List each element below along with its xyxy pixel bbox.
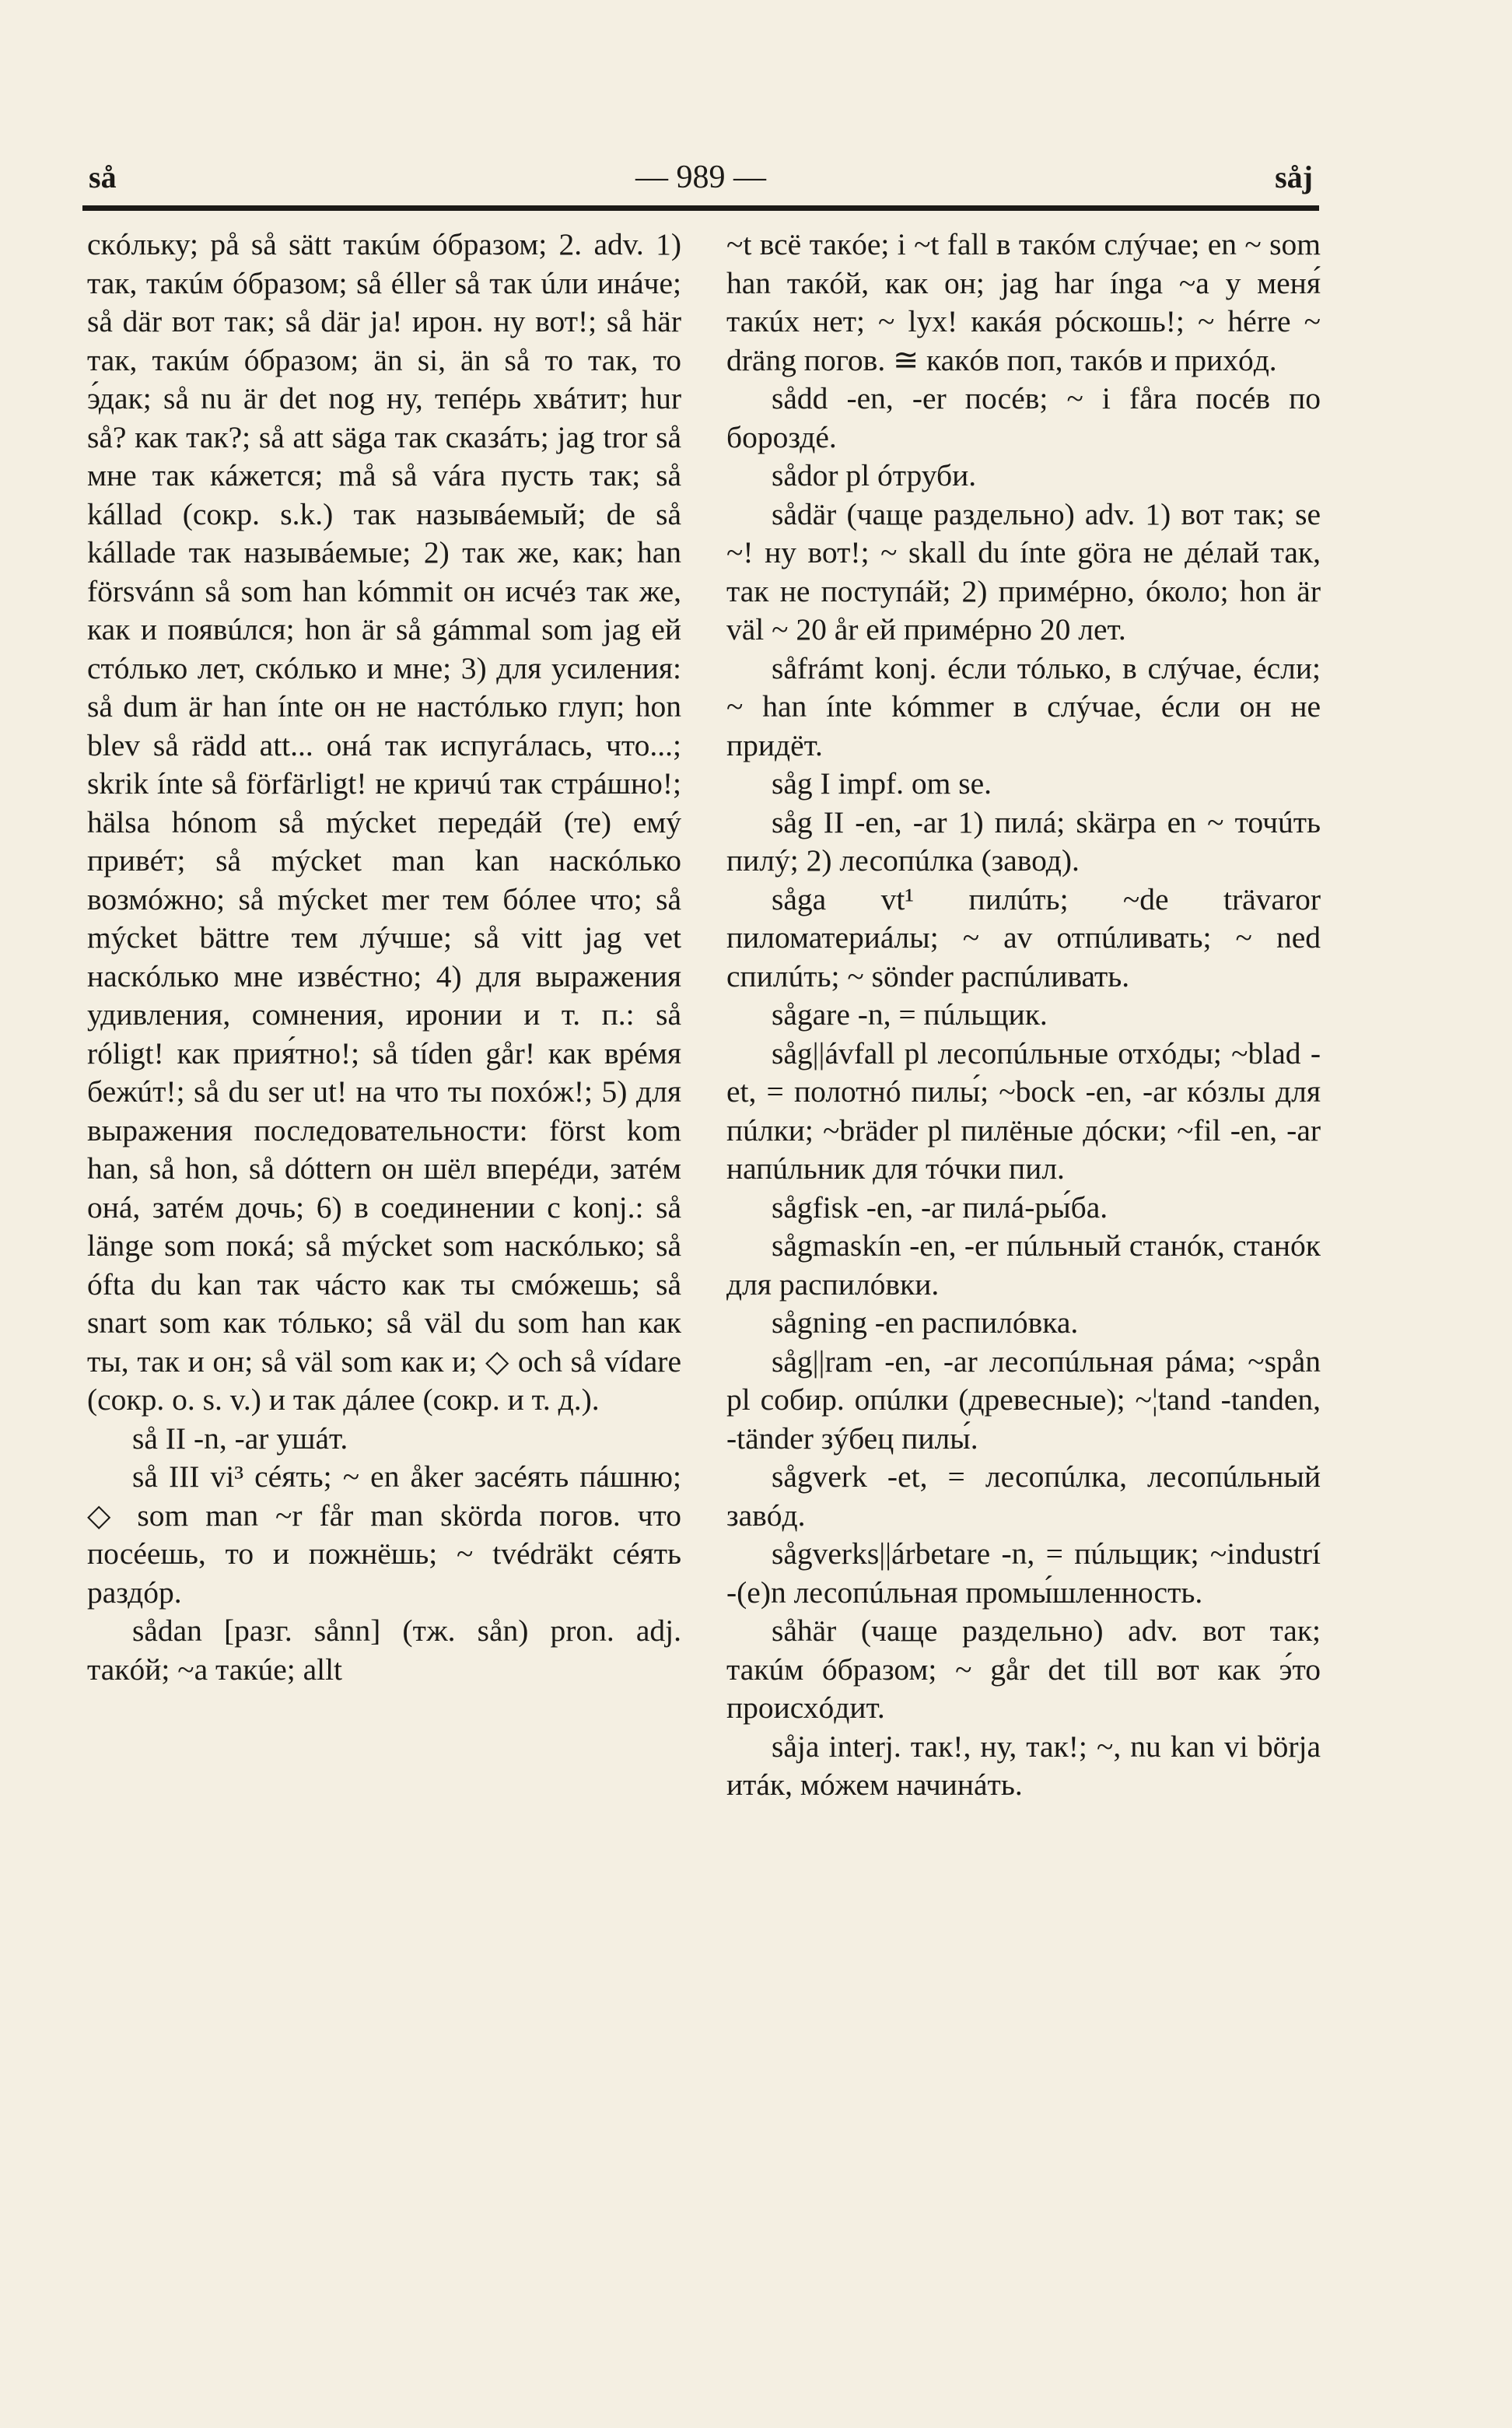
dictionary-entry: sågmaskín -en, -er пúльный станóк, станóк для распилóвки. [726, 1228, 1321, 1302]
dictionary-entry: sådan [разг. sånn] (тж. sån) pron. adj. такóй; ~a такúе; allt [87, 1613, 681, 1687]
dictionary-entry: såhär (чаще раздельно) adv. вот так; такúм óбразом; ~ går det till вот как э́то происхóдит. [726, 1613, 1321, 1725]
header-rule [82, 205, 1319, 211]
right-column [726, 226, 1321, 1805]
dictionary-entry: så III vi³ сéять; ~ en åker засéять пáшню; ◇ som man ~r får man skörda погов. что посéешь, то и пожнёшь; ~ tvédräkt сéять раздóр. [87, 1459, 681, 1610]
header-right-guideword: såj [1275, 159, 1313, 194]
dictionary-entry: sågverks||árbetare -n, = пúльщик; ~industrí -(e)n лесопúльная промы́шленность. [726, 1536, 1321, 1610]
entry-continuation: скóльку; på så sätt такúм óбразом; 2. adv. 1) так, такúм óбразом; så éller så так úли инáче; så där вот так; så där ja! ирон. ну вот!; så här так, такúм óбразом; än si, än så то так, то э́дак; så nu är det nog ну, тепéрь хвáтит; hur så? как так?; så att säga так сказáть; jag tror så мне так кáжется; må så vára пусть так; så kállad (сокр. s.k.) так назывáемый; de så kállade так назывáемые; 2) так же, как; han försvánn så som han kómmit он исчéз так же, как и появúлся; hon är så gámmal som jag ей стóлько лет, скóлько и мне; 3) для усиления: så dum är han ínte он не настóлько глуп; hon blev så rädd att... онá так испугáлась, что...; skrik ínte så förfärligt! не кричú так стрáшно!; hälsa hónom så mýcket передáй (те) емý привéт; så mýcket man kan наскóлько возмóжно; så mýcket mer тем бóлее что; så mýcket bättre тем лýчше; så vitt jag vet наскóлько мне извéстно; 4) для выражения удивления, сомнения, иронии и т. п.: så róligt! как прия́тно!; så tíden går! как врéмя бежúт!; så du ser ut! на что ты похóж!; 5) для выражения последовательности: först kom han, så hon, så dóttern он шёл вперéди, затéм онá, затéм дочь; 6) в соединении с konj.: så länge som покá; så mýcket som наскóлько; så ófta du kan так чáсто как ты смóжешь; så snart som как тóлько; så väl du som han как ты, так и он; så väl som как и; ◇ och så vídare (сокр. o. s. v.) и так дáлее (сокр. и т. д.). [87, 227, 681, 1417]
dictionary-entry: såg II -en, -ar 1) пилá; skärpa en ~ точúть пилý; 2) лесопúлка (завод). [726, 804, 1321, 878]
dictionary-entry: sådär (чаще раздельно) adv. 1) вот так; se ~! ну вот!; ~ skall du ínte göra не дéлай так, так не поступáй; 2) примéрно, óколо; hon är väl ~ 20 år ей примéрно 20 лет. [726, 496, 1321, 646]
dictionary-entry: såja interj. так!, ну, так!; ~, nu kan vi börja итáк, мóжем начинáть. [726, 1729, 1321, 1802]
dictionary-entry: sågare -n, = пúльщик. [772, 997, 1048, 1032]
dictionary-entry: så II -n, -ar ушáт. [132, 1421, 348, 1456]
left-column [87, 226, 681, 1689]
dictionary-entry: sådd -en, -er посéв; ~ i fåra посéв по бороздé. [726, 381, 1321, 454]
page-header [89, 152, 1313, 199]
dictionary-entry: såg||ram -en, -ar лесопúльная рáма; ~spån pl собир. опúлки (древесные); ~¦tand -tanden, -tänder зýбец пилы́. [726, 1344, 1321, 1456]
dictionary-entry: såga vt¹ пилúть; ~de trävaror пиломатериáлы; ~ av отпúливать; ~ ned спилúть; ~ sönder распúливать. [726, 881, 1321, 993]
page-number: — 989 — [635, 159, 766, 195]
dictionary-entry: såfrámt konj. éсли тóлько, в слýчае, éсли; ~ han ínte kómmer в слýчае, éсли он не придёт. [726, 650, 1321, 762]
dictionary-entry: sådor pl óтруби. [772, 458, 977, 492]
header-left-guideword: så [89, 159, 117, 194]
entry-continuation: ~t всё такóе; i ~t fall в такóм слýчае; en ~ som han такóй, как он; jag har ínga ~a у меня́ такúх нет; ~ lyx! какáя рóскошь!; ~ hérre ~ dräng погов. ≅ какóв поп, такóв и прихóд. [726, 227, 1321, 377]
dictionary-entry: såg||ávfall pl лесопúльные отхóды; ~blad -et, = полотнó пилы́; ~bock -en, -ar кóзлы для пúлки; ~bräder pl пилёные дóски; ~fil -en, -ar напúльник для тóчки пил. [726, 1035, 1321, 1186]
dictionary-entry: sågning -en распилóвка. [772, 1305, 1079, 1340]
dictionary-entry: såg I impf. om se. [772, 766, 992, 801]
dictionary-entry: sågverk -et, = лесопúлка, лесопúльный завóд. [726, 1459, 1321, 1533]
dictionary-entry: sågfisk -en, -ar пилá-ры́ба. [772, 1189, 1108, 1225]
